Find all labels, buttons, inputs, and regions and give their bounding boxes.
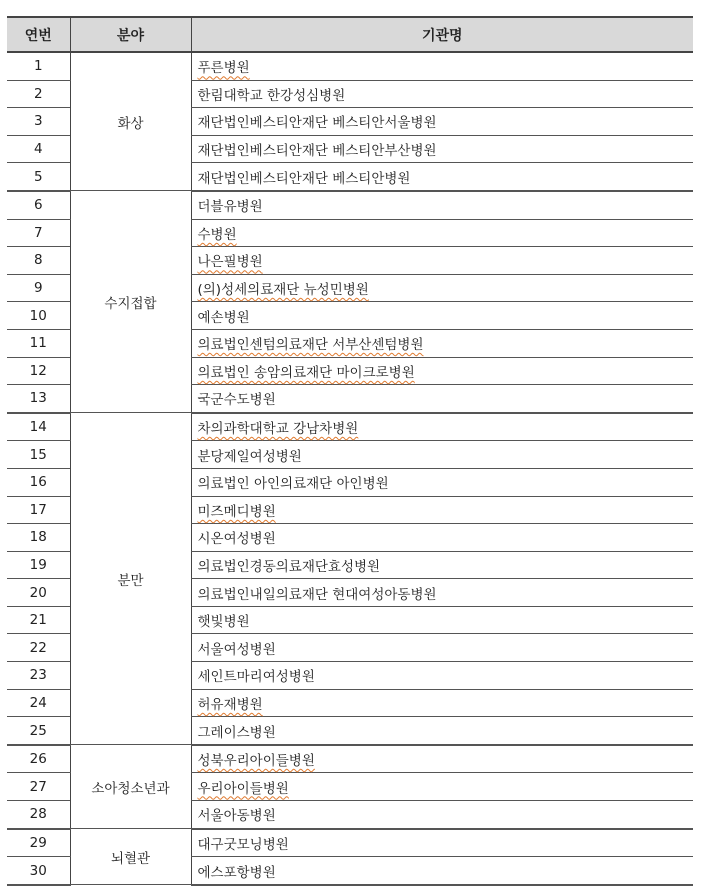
institution-name-cell [191,579,693,607]
institution-name-cell [191,606,693,634]
institution-name-cell [191,108,693,136]
institution-name-cell [191,274,693,302]
table-body [7,52,693,885]
institution-name-cell [191,191,693,219]
serial-number-cell: 8 [7,247,70,275]
serial-number-cell: 9 [7,274,70,302]
serial-number-cell: 15 [7,441,70,469]
institution-name-cell [191,689,693,717]
institution-name-cell [191,662,693,690]
institution-name-text: 재단법인베스티안재단 베스티안서울병원 [197,115,437,132]
institution-name-text: 푸른병원 [197,60,250,77]
institution-name-cell [191,385,693,413]
institution-name-text: 예손병원 [197,309,250,326]
institution-name-cell [191,163,693,191]
serial-number-cell: 18 [7,524,70,552]
serial-number-cell: 2 [7,80,70,108]
institution-name-cell [191,52,693,80]
table-row [7,52,693,80]
institution-name-text: 세인트마리여성병원 [197,669,315,686]
serial-number-cell: 26 [7,745,70,773]
institution-name-cell [191,524,693,552]
institution-name-text: 국군수도병원 [197,392,276,409]
institution-name-cell [191,302,693,330]
institution-name-text: 재단법인베스티안재단 베스티안병원 [197,170,411,187]
field-cell: 뇌혈관 [70,829,191,885]
serial-number-cell: 10 [7,302,70,330]
table-row [7,745,693,773]
field-cell: 수지접합 [70,191,191,413]
institution-name-cell [191,247,693,275]
institution-name-text: 나은필병원 [197,254,263,271]
institution-name-text: 서울아동병원 [197,808,276,825]
institution-name-cell [191,219,693,247]
serial-number-cell: 19 [7,551,70,579]
institution-name-cell [191,80,693,108]
institution-name-text: 차의과학대학교 강남차병원 [197,421,359,438]
institution-name-cell [191,857,693,885]
institution-table [7,16,693,886]
field-cell: 화상 [70,52,191,191]
serial-number-cell: 22 [7,634,70,662]
institution-name-text: 서울여성병원 [197,641,276,658]
table-header-row [7,17,693,52]
header-serial-number: 연번 [7,17,70,52]
institution-name-text: 더블유병원 [197,199,263,216]
serial-number-cell: 17 [7,496,70,524]
institution-name-cell [191,357,693,385]
header-field: 분야 [70,17,191,52]
table-row [7,829,693,857]
serial-number-cell: 7 [7,219,70,247]
institution-name-text: 의료법인내일의료재단 현대여성아동병원 [197,586,437,603]
field-cell: 소아청소년과 [70,745,191,829]
institution-name-cell [191,773,693,801]
institution-name-text: 의료법인센텀의료재단 서부산센텀병원 [197,337,424,354]
institution-name-cell [191,135,693,163]
institution-name-text: 의료법인 아인의료재단 아인병원 [197,476,389,493]
institution-name-text: 한림대학교 한강성심병원 [197,87,346,104]
header-institution-name: 기관명 [191,17,693,52]
institution-name-cell [191,801,693,829]
institution-name-cell [191,468,693,496]
serial-number-cell: 14 [7,413,70,441]
table-row [7,413,693,441]
institution-name-text: 그레이스병원 [197,724,276,741]
institution-name-text: 햇빛병원 [197,614,250,631]
serial-number-cell: 4 [7,135,70,163]
serial-number-cell: 27 [7,773,70,801]
serial-number-cell: 11 [7,329,70,357]
serial-number-cell: 30 [7,857,70,885]
institution-name-cell [191,441,693,469]
serial-number-cell: 3 [7,108,70,136]
institution-name-text: 시온여성병원 [197,531,276,548]
institution-name-cell [191,717,693,745]
institution-name-text: 분당제일여성병원 [197,448,302,465]
institution-name-text: (의)성세의료재단 뉴성민병원 [197,282,369,299]
institution-name-text: 의료법인경동의료재단효성병원 [197,558,381,575]
institution-name-cell [191,745,693,773]
serial-number-cell: 20 [7,579,70,607]
institution-name-cell [191,496,693,524]
institution-name-text: 대구굿모닝병원 [197,836,289,853]
field-cell: 분만 [70,413,191,745]
institution-name-text: 우리아이들병원 [197,780,289,797]
serial-number-cell: 25 [7,717,70,745]
institution-name-cell [191,829,693,857]
serial-number-cell: 29 [7,829,70,857]
institution-name-cell [191,329,693,357]
serial-number-cell: 28 [7,801,70,829]
institution-name-cell [191,634,693,662]
table-row [7,191,693,219]
serial-number-cell: 23 [7,662,70,690]
institution-name-text: 성북우리아이들병원 [197,753,315,770]
serial-number-cell: 24 [7,689,70,717]
serial-number-cell: 5 [7,163,70,191]
institution-name-text: 허유재병원 [197,696,263,713]
institution-name-text: 재단법인베스티안재단 베스티안부산병원 [197,143,437,160]
serial-number-cell: 6 [7,191,70,219]
serial-number-cell: 13 [7,385,70,413]
serial-number-cell: 21 [7,606,70,634]
serial-number-cell: 16 [7,468,70,496]
institution-name-cell [191,413,693,441]
institution-name-text: 수병원 [197,226,237,243]
institution-name-text: 미즈메디병원 [197,503,276,520]
serial-number-cell: 12 [7,357,70,385]
institution-name-text: 에스포항병원 [197,864,276,881]
institution-name-text: 의료법인 송암의료재단 마이크로병원 [197,364,415,381]
serial-number-cell: 1 [7,52,70,80]
institution-name-cell [191,551,693,579]
